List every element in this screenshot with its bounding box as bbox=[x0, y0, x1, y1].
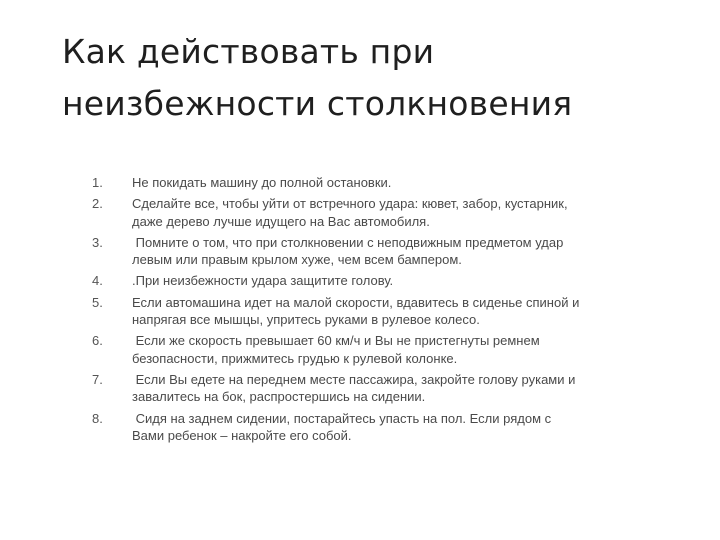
list-item-number: 4. bbox=[92, 273, 103, 289]
list-item-5 bbox=[92, 294, 582, 329]
list-item-number: 8. bbox=[92, 410, 103, 426]
list-item-text: .При неизбежности удара защитите голову. bbox=[132, 273, 394, 289]
list-item-text: Если автомашина идет на малой скорости, вдавитесь в сиденье спиной и напрягая все мышцы, упритесь руками в рулевое колесо. bbox=[132, 294, 583, 328]
list-item-number: 3. bbox=[92, 234, 103, 250]
list-item-number: 5. bbox=[92, 294, 103, 310]
list-item-text: Сидя на заднем сидении, постарайтесь упасть на пол. Если рядом с Вами ребенок – накройте его собой. bbox=[132, 410, 555, 443]
list-item-2 bbox=[92, 195, 582, 230]
list-item-4 bbox=[92, 272, 582, 289]
list-item-number: 1. bbox=[92, 175, 103, 190]
list-item-7 bbox=[92, 371, 582, 406]
list-item-text: Если Вы едете на переднем месте пассажира, закройте голову руками и завалитесь на бок, распростершись на сидении. bbox=[132, 371, 580, 405]
list-item-text: Если же скорость превышает 60 км/ч и Вы не пристегнуты ремнем безопасности, прижмитесь грудью к рулевой колонке. bbox=[132, 333, 544, 366]
numbered-list bbox=[92, 174, 582, 448]
title-line-1: Как действовать при bbox=[62, 32, 435, 71]
list-item-number: 6. bbox=[92, 333, 103, 349]
list-item-6 bbox=[92, 332, 582, 367]
list-item-3 bbox=[92, 234, 582, 269]
list-item-number: 2. bbox=[92, 196, 103, 212]
list-item-1 bbox=[92, 174, 582, 191]
title-line-2: неизбежности столкновения bbox=[62, 84, 573, 123]
list-item-text: Помните о том, что при столкновении с неподвижным предметом удар левым или правым крылом хуже, чем всем бампером. bbox=[132, 234, 567, 268]
list-item-number: 7. bbox=[92, 371, 103, 387]
slide-title bbox=[62, 26, 682, 130]
list-item-text: Сделайте все, чтобы уйти от встречного удара: кювет, забор, кустарник, даже дерево лучше идущего на Вас автомобиля. bbox=[132, 196, 572, 229]
list-item-8 bbox=[92, 410, 582, 445]
list-item-text: Не покидать машину до полной остановки. bbox=[132, 175, 392, 190]
